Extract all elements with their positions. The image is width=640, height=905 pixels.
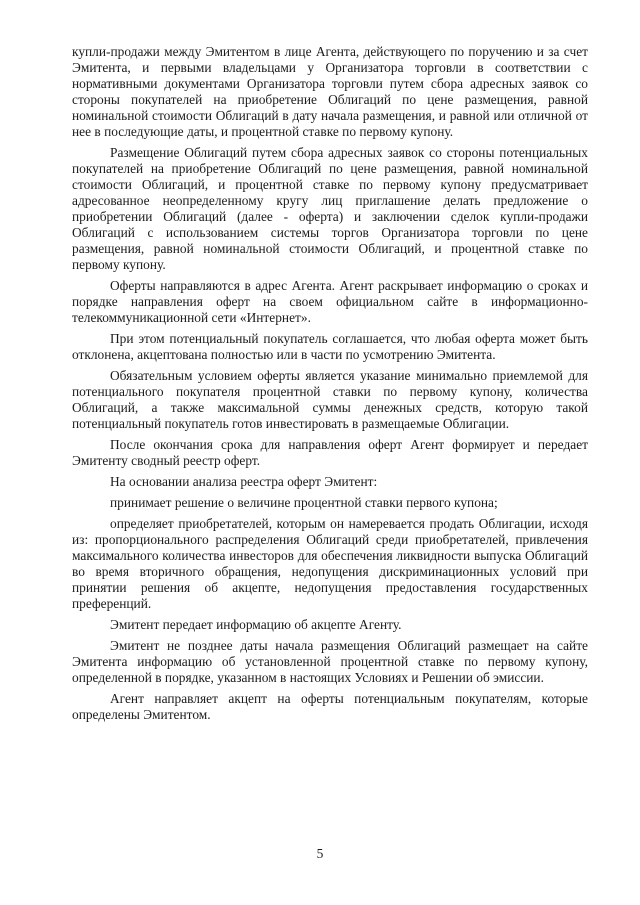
paragraph-rate-disclosure: Эмитент не позднее даты начала размещения Облигаций размещает на сайте Эмитента информацию об установленной процентной ставке по первому купону, определенной в порядке, указанном в настоящих Условиях и Решении об эмиссии. [72,638,588,685]
paragraph-offers-sent: Оферты направляются в адрес Агента. Агент раскрывает информацию о сроках и порядке направления оферт на своем официальном сайте в информационно-телекоммуникационной сети «Интернет». [72,278,588,325]
paragraph-buyer-agrees: При этом потенциальный покупатель соглашается, что любая оферта может быть отклонена, акцептована полностью или в части по усмотрению Эмитента. [72,331,588,362]
paragraph-mandatory-condition: Обязательным условием оферты является указание минимально приемлемой для потенциального покупателя процентной ставки по первому купону, количества Облигаций, а также максимальной суммы денежных средств, которую такой потенциальный покупатель готов инвестировать в размещаемые Облигации. [72,368,588,431]
paragraph-rate-decision: принимает решение о величине процентной ставки первого купона; [110,495,498,510]
paragraph-placement-method: Размещение Облигаций путем сбора адресных заявок со стороны потенциальных покупателей на приобретение Облигаций по цене размещения, равной номинальной стоимости Облигаций, и процентной ставке по первому купону предусматривает адресованное неопределенному кругу лиц приглашение делать предложение о приобретении Облигаций (далее - оферта) и заключении сделок купли-продажи Облигаций с использованием системы торгов Организатора торговли по цене размещения, равной номинальной стоимости Облигаций, и процентной ставке по первому купону. [72,145,588,272]
paragraph-analysis: На основании анализа реестра оферт Эмитент: [110,474,378,489]
paragraph-buyers: определяет приобретателей, которым он намеревается продать Облигации, исходя из: пропорционального распределения Облигаций среди приобретателей, привлечения максимального количества инвесторов для обеспечения ликвидности выпуска Облигаций во время вторичного обращения, недопущения дискриминационных условий при принятии решения об акцепте, недопущения предоставления государственных преференций. [72,516,588,611]
page-number: 5 [316,846,324,861]
paragraph-agent-accept: Агент направляет акцепт на оферты потенциальным покупателям, которые определены Эмитентом. [72,691,588,722]
paragraph-accept-info: Эмитент передает информацию об акцепте Агенту. [110,617,402,632]
paragraph-continuation: купли-продажи между Эмитентом в лице Агента, действующего по поручению и за счет Эмитента, и первыми владельцами у Организатора торговли в соответствии с нормативными документами Организатора торговли путем сбора адресных заявок со стороны покупателей на приобретение Облигаций по цене размещения, равной номинальной стоимости Облигаций в дату начала размещения, и равной или отличной от нее в последующие даты, и процентной ставке по первому купону. [72,44,588,139]
paragraph-registry: После окончания срока для направления оферт Агент формирует и передает Эмитенту сводный реестр оферт. [72,437,588,468]
document-body [72,44,588,728]
